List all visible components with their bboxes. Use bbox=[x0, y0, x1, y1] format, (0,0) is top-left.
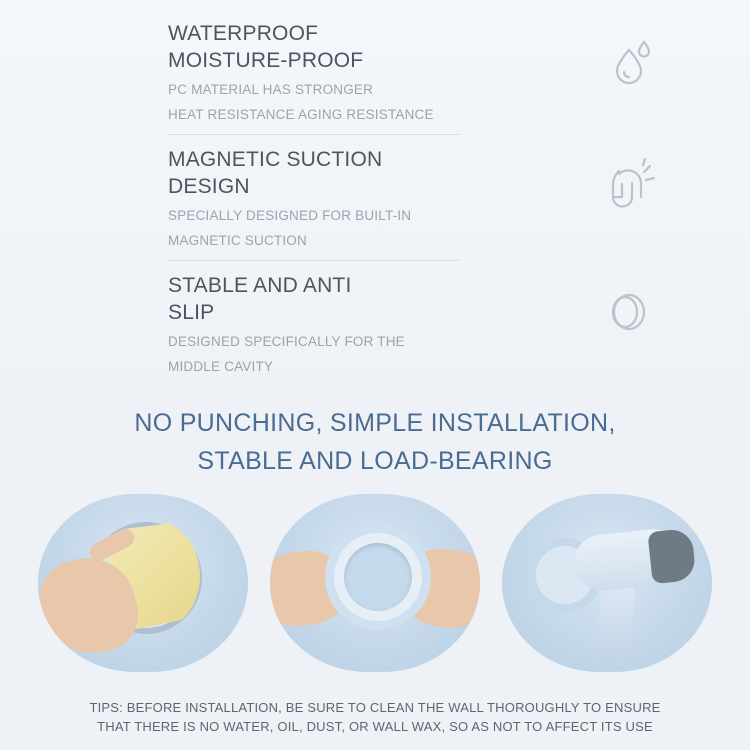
feature-item-anti-slip bbox=[0, 260, 750, 386]
installation-photo-row bbox=[0, 494, 750, 672]
peel-adhesive-backing-photo bbox=[38, 494, 248, 672]
tips-text bbox=[0, 698, 750, 736]
tips-line1: TIPS: BEFORE INSTALLATION, BE SURE TO CLEAN THE WALL THOROUGHLY TO ENSURE bbox=[89, 700, 661, 715]
feature-title-line1: MAGNETIC SUCTION bbox=[168, 148, 383, 171]
water-drop-icon bbox=[582, 18, 678, 104]
tips-line2: THAT THERE IS NO WATER, OIL, DUST, OR WALL WAX, SO AS NOT TO AFFECT ITS USE bbox=[97, 719, 653, 734]
feature-title-line2: SLIP bbox=[168, 301, 215, 324]
feature-desc-line1: SPECIALLY DESIGNED FOR BUILT-IN bbox=[168, 208, 412, 223]
feature-text bbox=[168, 270, 582, 376]
feature-desc-line2: MAGNETIC SUCTION bbox=[168, 233, 307, 248]
magnet-icon bbox=[582, 144, 678, 230]
feature-title-line2: MOISTURE-PROOF bbox=[168, 49, 364, 72]
feature-title-line1: WATERPROOF bbox=[168, 22, 319, 45]
feature-desc-line1: PC MATERIAL HAS STRONGER bbox=[168, 82, 374, 97]
feature-divider bbox=[168, 260, 460, 261]
feature-desc-line2: MIDDLE CAVITY bbox=[168, 359, 274, 374]
hair-dryer-mounted-photo bbox=[502, 494, 712, 672]
headline-line2: STABLE AND LOAD-BEARING bbox=[197, 447, 553, 475]
feature-title-line1: STABLE AND ANTI bbox=[168, 274, 352, 297]
circle-ring-icon bbox=[582, 270, 678, 356]
feature-text bbox=[168, 144, 582, 250]
bracket-center bbox=[344, 543, 412, 611]
feature-divider bbox=[168, 134, 460, 135]
feature-desc-line2: HEAT RESISTANCE AGING RESISTANCE bbox=[168, 107, 434, 122]
feature-text bbox=[168, 18, 582, 124]
feature-desc-line1: DESIGNED SPECIFICALLY FOR THE bbox=[168, 334, 405, 349]
feature-item-waterproof bbox=[0, 8, 750, 134]
headline-line1: NO PUNCHING, SIMPLE INSTALLATION, bbox=[134, 409, 616, 437]
press-bracket-to-wall-photo bbox=[270, 494, 480, 672]
feature-title-line2: DESIGN bbox=[168, 175, 250, 198]
headline bbox=[0, 404, 750, 480]
feature-item-magnetic bbox=[0, 134, 750, 260]
